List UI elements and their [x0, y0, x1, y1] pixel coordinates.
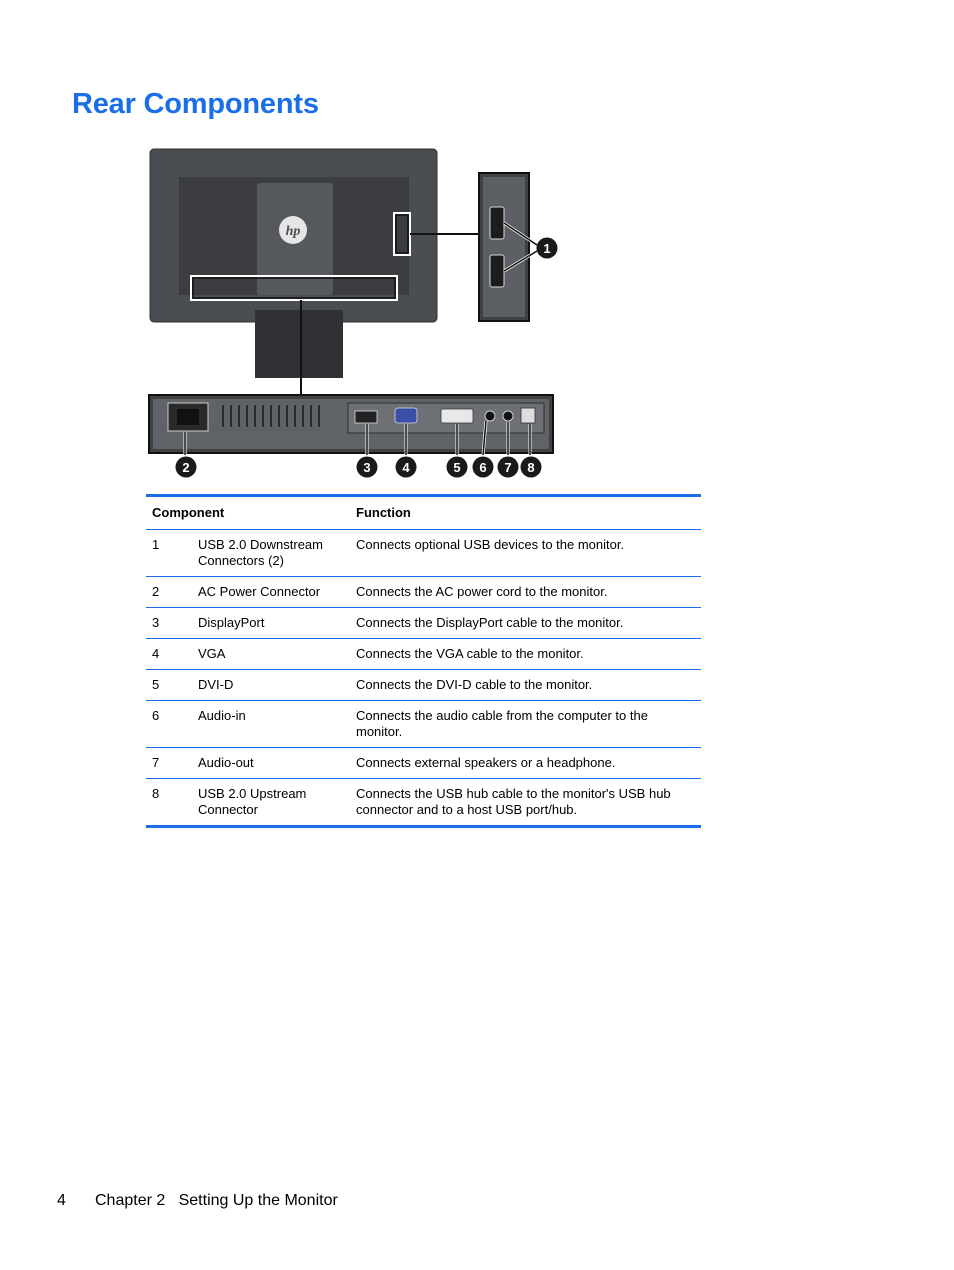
- callout-5: [447, 457, 468, 478]
- usb-downstream-port-1: [490, 207, 504, 239]
- row-component: DVI-D: [192, 670, 350, 701]
- row-number: 2: [146, 577, 192, 608]
- row-function: Connects the VGA cable to the monitor.: [350, 639, 701, 670]
- row-function: Connects external speakers or a headphone.: [350, 748, 701, 779]
- table-row: [146, 748, 701, 779]
- callout-8: [521, 457, 542, 478]
- callout-1: [537, 238, 558, 259]
- audio-in-jack: [485, 411, 495, 421]
- svg-text:8: 8: [527, 460, 535, 475]
- row-number: 1: [146, 530, 192, 577]
- vga-port: [395, 408, 417, 423]
- table-row: [146, 577, 701, 608]
- table-row: [146, 530, 701, 577]
- row-number: 6: [146, 701, 192, 748]
- row-function: Connects optional USB devices to the monitor.: [350, 530, 701, 577]
- row-component: AC Power Connector: [192, 577, 350, 608]
- usb-upstream-port: [521, 408, 535, 423]
- column-header-function: Function: [356, 505, 411, 520]
- monitor-rear-illustration: [145, 145, 565, 485]
- page-number: 4: [57, 1192, 66, 1209]
- svg-text:2: 2: [182, 460, 190, 475]
- row-function: Connects the DVI-D cable to the monitor.: [350, 670, 701, 701]
- svg-text:6: 6: [479, 460, 487, 475]
- components-table: [146, 494, 701, 828]
- page-footer: [57, 1192, 338, 1210]
- callout-3: [357, 457, 378, 478]
- row-number: 4: [146, 639, 192, 670]
- row-function: Connects the audio cable from the computer to the monitor.: [350, 701, 701, 748]
- dvi-d-port: [441, 409, 473, 423]
- svg-text:4: 4: [402, 460, 410, 475]
- displayport-port: [355, 411, 377, 423]
- row-component: DisplayPort: [192, 608, 350, 639]
- callout-6: [473, 457, 494, 478]
- svg-text:5: 5: [453, 460, 461, 475]
- svg-text:7: 7: [504, 460, 512, 475]
- audio-out-jack: [503, 411, 513, 421]
- table-row: [146, 639, 701, 670]
- row-component: USB 2.0 Downstream Connectors (2): [192, 530, 350, 577]
- callout-7: [498, 457, 519, 478]
- rear-components-figure: [145, 145, 565, 485]
- row-component: VGA: [192, 639, 350, 670]
- table-row: [146, 779, 701, 827]
- row-component: Audio-in: [192, 701, 350, 748]
- usb-downstream-port-2: [490, 255, 504, 287]
- row-number: 7: [146, 748, 192, 779]
- row-function: Connects the AC power cord to the monitor.: [350, 577, 701, 608]
- svg-text:3: 3: [363, 460, 371, 475]
- row-component: Audio-out: [192, 748, 350, 779]
- table-row: [146, 608, 701, 639]
- hp-logo-text: hp: [285, 224, 301, 239]
- row-number: 3: [146, 608, 192, 639]
- row-number: 8: [146, 779, 192, 827]
- row-number: 5: [146, 670, 192, 701]
- row-component: USB 2.0 Upstream Connector: [192, 779, 350, 827]
- row-function: Connects the USB hub cable to the monitor's USB hub connector and to a host USB port/hub.: [350, 779, 701, 827]
- table-row: [146, 701, 701, 748]
- table-header-row: [146, 496, 701, 530]
- table-row: [146, 670, 701, 701]
- chapter-title: Chapter 2 Setting Up the Monitor: [95, 1192, 338, 1209]
- callout-4: [396, 457, 417, 478]
- column-header-component: Component: [152, 505, 225, 520]
- svg-text:1: 1: [543, 241, 551, 256]
- page-title: Rear Components: [72, 88, 319, 120]
- monitor-stand: [255, 310, 343, 378]
- callout-2: [176, 457, 197, 478]
- row-function: Connects the DisplayPort cable to the monitor.: [350, 608, 701, 639]
